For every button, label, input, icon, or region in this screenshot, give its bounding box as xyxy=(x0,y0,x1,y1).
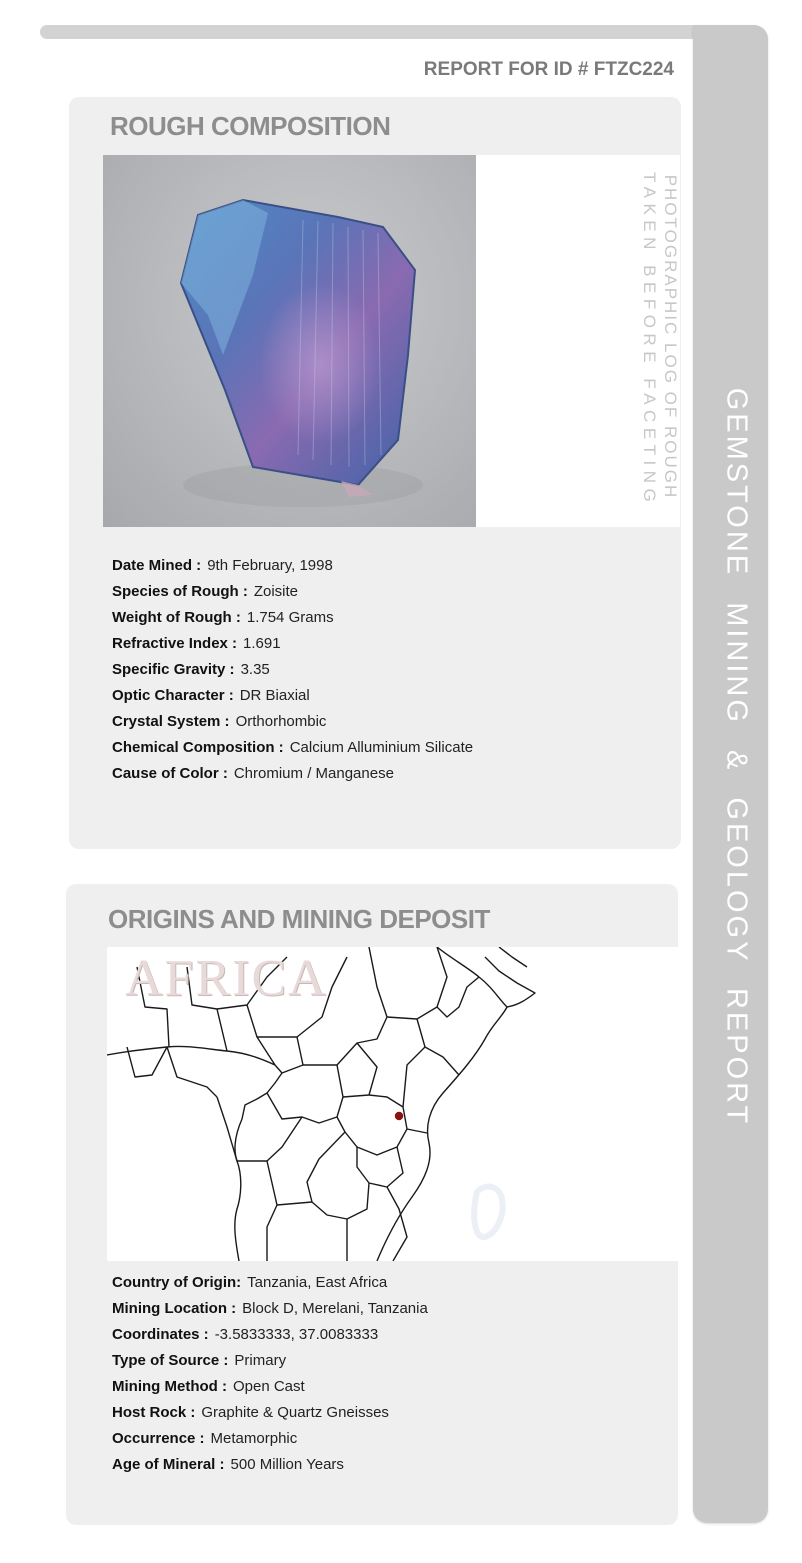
detail-row-source-type xyxy=(112,1351,672,1377)
detail-row-age xyxy=(112,1455,672,1481)
detail-value: Open Cast xyxy=(232,1378,305,1395)
detail-label: Type of Source : xyxy=(112,1352,229,1369)
detail-row-country xyxy=(112,1273,672,1299)
rough-composition-title: ROUGH COMPOSITION xyxy=(110,111,391,141)
origin-details xyxy=(112,1273,672,1481)
detail-row-coordinates xyxy=(112,1325,672,1351)
detail-value: -3.5833333, 37.0083333 xyxy=(214,1326,379,1343)
detail-label: Host Rock : xyxy=(112,1404,196,1421)
detail-value: 3.35 xyxy=(240,661,270,678)
detail-label: Optic Character : xyxy=(112,687,234,704)
detail-row-cause-of-color xyxy=(112,764,672,790)
photo-caption-line1: PHOTOGRAPHIC LOG OF ROUGH xyxy=(661,174,680,500)
detail-row-crystal-system xyxy=(112,712,672,738)
report-id: REPORT FOR ID # FTZC224 xyxy=(423,59,674,80)
detail-value: DR Biaxial xyxy=(239,687,310,704)
detail-label: Occurrence : xyxy=(112,1430,205,1447)
photo-caption xyxy=(639,172,681,508)
detail-row-optic-character xyxy=(112,686,672,712)
detail-label: Age of Mineral : xyxy=(112,1456,225,1473)
detail-value: 1.754 Grams xyxy=(246,609,334,626)
africa-map xyxy=(107,947,678,1261)
detail-value: Tanzania, East Africa xyxy=(247,1274,388,1291)
detail-value: 1.691 xyxy=(243,635,281,652)
detail-value: 9th February, 1998 xyxy=(207,557,333,574)
detail-row-species xyxy=(112,582,672,608)
detail-row-occurrence xyxy=(112,1429,672,1455)
detail-label: Refractive Index : xyxy=(112,635,238,652)
detail-label: Cause of Color : xyxy=(112,765,228,782)
photo-strip xyxy=(103,155,680,527)
detail-value: Primary xyxy=(234,1352,287,1369)
rough-details xyxy=(112,556,672,790)
detail-label: Specific Gravity : xyxy=(112,661,235,678)
detail-value: Metamorphic xyxy=(210,1430,298,1447)
detail-value: Zoisite xyxy=(253,583,299,600)
detail-value: 500 Million Years xyxy=(230,1456,344,1473)
mine-location-marker xyxy=(395,1112,403,1120)
gem-illustration xyxy=(103,155,476,527)
top-bar xyxy=(40,25,760,39)
detail-label: Species of Rough : xyxy=(112,583,248,600)
detail-label: Coordinates : xyxy=(112,1326,209,1343)
detail-value: Chromium / Manganese xyxy=(233,765,394,782)
detail-label: Weight of Rough : xyxy=(112,609,241,626)
detail-row-weight xyxy=(112,608,672,634)
side-bar-title: GEMSTONE MINING & GEOLOGY REPORT xyxy=(720,387,753,1127)
detail-row-specific-gravity xyxy=(112,660,672,686)
detail-value: Calcium Alluminium Silicate xyxy=(289,739,474,756)
detail-label: Date Mined : xyxy=(112,557,202,574)
origins-title: ORIGINS AND MINING DEPOSIT xyxy=(108,904,490,934)
photo-caption-line2: TAKEN BEFORE FACETING xyxy=(640,172,659,508)
rough-gem-photo xyxy=(103,155,476,527)
map-title: AFRICA xyxy=(125,950,328,1007)
detail-row-mining-location xyxy=(112,1299,672,1325)
detail-label: Crystal System : xyxy=(112,713,230,730)
detail-value: Graphite & Quartz Gneisses xyxy=(201,1404,389,1421)
detail-label: Country of Origin: xyxy=(112,1274,242,1291)
detail-row-host-rock xyxy=(112,1403,672,1429)
detail-value: Block D, Merelani, Tanzania xyxy=(242,1300,428,1317)
detail-row-date-mined xyxy=(112,556,672,582)
detail-value: Orthorhombic xyxy=(235,713,327,730)
detail-label: Chemical Composition : xyxy=(112,739,284,756)
detail-row-refractive-index xyxy=(112,634,672,660)
detail-row-chemical-composition xyxy=(112,738,672,764)
detail-label: Mining Method : xyxy=(112,1378,227,1395)
detail-row-mining-method xyxy=(112,1377,672,1403)
detail-label: Mining Location : xyxy=(112,1300,237,1317)
